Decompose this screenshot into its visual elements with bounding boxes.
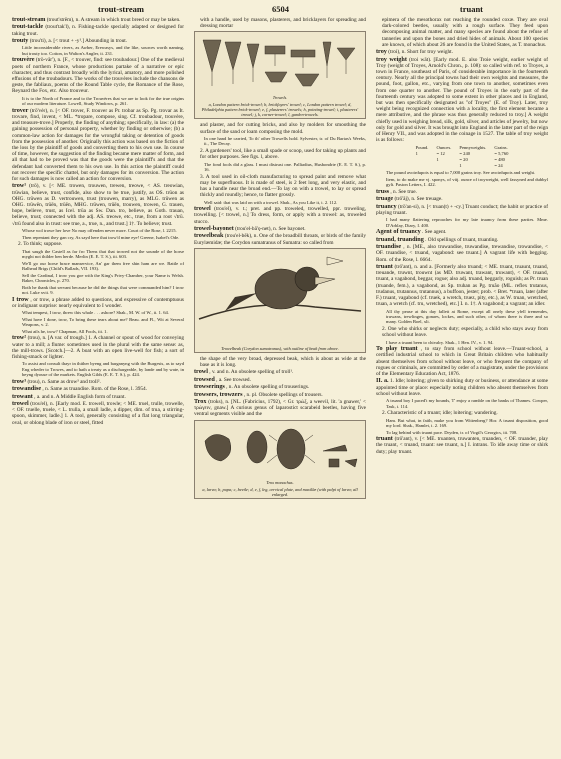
headword: truand, truanding bbox=[376, 235, 424, 243]
table-cell: 1 bbox=[436, 157, 439, 163]
headword: trowelbeak bbox=[194, 232, 224, 240]
dictionary-entry bbox=[194, 377, 366, 383]
table-cell: = 20 bbox=[459, 157, 468, 163]
headword: trouty bbox=[12, 36, 29, 44]
table-cell: Ounces. bbox=[436, 144, 452, 150]
quotation: Both he thank that servant because he did the things that were commanded him? I trow not. Luke xvii. 9. bbox=[22, 284, 184, 295]
dictionary-entry bbox=[12, 38, 184, 44]
headword: trout-tackle bbox=[12, 23, 44, 31]
trowelbeak-figure bbox=[194, 248, 366, 353]
headword: trowel bbox=[12, 399, 29, 407]
quotation: In one hand he carried, To th' other Trowells hold. Sylvester, tr. of Du Bartas's Weeks, ii., The Decay. bbox=[204, 136, 366, 147]
trowels-figure bbox=[194, 31, 366, 119]
running-header bbox=[18, 4, 543, 16]
dictionary-entry bbox=[376, 436, 548, 455]
definition-text: (trou'el-bā'ǫ-net), n. See bayonet. bbox=[233, 225, 306, 232]
quotation: What tempest, I trow, threw this whale . . . ashore? Shak., M. W. of W., ii. 1. 64. bbox=[22, 310, 169, 316]
quotation: Whose wol trowe her love No may offenden never more. Court of the Rose, l. 2215. bbox=[22, 228, 177, 234]
headword: trowsed bbox=[194, 375, 215, 383]
headword: troy weight bbox=[376, 55, 407, 63]
quotation: The pound avoirdupois is equal to 7,000 grains troy. See avoirdupois and weight. bbox=[386, 170, 536, 176]
headword: trowsers, trowzers bbox=[194, 390, 243, 398]
quotation: It is to the North of France and to the Trouvères that we are to look for the true origins of our modern literature. Lowell, Study Windows, p. 261. bbox=[22, 95, 184, 107]
sense-text: 2. Characteristic of a truant; idle; loitering; wandering. bbox=[382, 410, 498, 417]
quotation: A truand boy I paced't my bounds, T' enjoy a ramble on the banks of Thames. Cowper, Task, i. 114. bbox=[386, 398, 548, 409]
headword: troy bbox=[376, 48, 387, 56]
dictionary-entry bbox=[376, 189, 548, 195]
table-cell: = 480 bbox=[494, 157, 505, 163]
column-2 bbox=[194, 17, 366, 753]
quotation: Sell the Cardinal, I trow you goe with the King's Privy-Chamber, your Name is Welsh. Baker, Chronicles, p. 270. bbox=[22, 272, 184, 283]
trowelbeak-illustration bbox=[195, 249, 365, 345]
quotation: Item, to do make me vj. sponys, of viij. ounce of troyweight, well fassyned and dubbyl gylt. Paston Letters, I. 422. bbox=[386, 177, 548, 188]
dictionary-entry bbox=[376, 204, 548, 216]
headword: Agent of truancy bbox=[376, 228, 421, 236]
table-cell: = 5,760 bbox=[494, 150, 509, 156]
definition-text: (trö'ant), n. and a. [Formerly also truand; < ME. truant, truaunt, truand, treuande, truwnt, trouwnt (as MD. truwant, trawant, truwant), < OF. truand, truant, a vagabond, beggar, rogue; also adj. truand, beggarly, roguish; as Pr. truan (truande, fem.), a vagabond, as Sp. truhan as Pg. truão (ML. reflex trutanus, trudanus, trutannus, trutannus), a buffoon, jester; prob. < Bret. *truan, later (after F.) truant, vagabond (cf. truek, a wretch, truez, pity, etc.), as W. truan, wretched, truan, a wretch (cf. tru, wretched), etc.] I. n. 1†. A vagabond; a vagrant; an idler. bbox=[376, 263, 548, 308]
dictionary-entry bbox=[12, 17, 184, 23]
dictionary-entry bbox=[12, 335, 184, 360]
trowels-illustration bbox=[195, 32, 365, 94]
table-cell bbox=[412, 163, 433, 169]
definition-text: (trō'vėr), n. [< OF. trover, F. trouver as Pr. trobar as Sp. Pg. trovar as It. trovare, find, invent, < ML. *tropare, compose, sing. Cf. troubadour, trouvère, and treasure-trove.] Properly, the finding of anything; specifically, in law: (a) the gaining possession of personal property, whether by finding or otherwise; (b) a common-law action for damages for the wrongful taking or detention of goods from the possession of another. Originally this action was based on the fiction of the loss by the plaintiff of goods and converting them to his own use. In course of time, however, the suggestion of the finding became mere matter of form, and all that had to be proved was that the goods were the plaintiff's and that the defendant had converted them to his own use. In this action the plaintiff could not recover the specific chattel, but only damages for its conversion. The action for such damages is now called an action for conversion. bbox=[12, 107, 184, 183]
trox-title: Trox monachus. bbox=[266, 479, 294, 485]
quotation: Little inconsiderable rivers, as Awber, Erewasys, and the like, sources worth naming, but trouty too. Cotton, in Walton's Angler, ii. 231. bbox=[22, 45, 184, 56]
dictionary-entry bbox=[12, 379, 184, 385]
headword: trowel-bayonet bbox=[194, 224, 234, 232]
dictionary-entry bbox=[12, 401, 184, 426]
quotation: Then repentant they gan cry, As sayd here that trow'd mine eye! Greene, Isabel's Ode. bbox=[22, 234, 180, 240]
sense-text: with a handle, used by masons, plasterers, and bricklayers for spreading and dressing mortar bbox=[200, 17, 366, 30]
dictionary-entry bbox=[376, 229, 548, 235]
definition-text: (troi wāt). [Early mod. E. also Troie weight, earlier weight of Troy (weight of Troyes, Arnold's Chron., p. 108): so called with ref. to Troyes, a town in France, southeast of Paris, of considerable importance in the fourteenth century. Nearly all the principal towns had their own weights and measures, the pound, foot, gallon, etc., varying from one town to another, sometimes even from one quarter to another. The pound of Troyes in the early part of the fourteenth century was adopted to some extent in other places and in England, but was then specifically designated as "of Troyes" (E. of Troy). Later, troy weight being recognized connection with a locality, the first element became a mere attributive, and the phrase was thus generally reduced to troy.] A weight chiefly used in weighing bread, silk, gold, silver, and articles of jewelry, but now only for gold and silver. It was brought into England in the latter part of the reign of Henry VII., and was adopted in the coinage in 1527. The table of troy weight is as follows: bbox=[376, 56, 548, 144]
table-cell: Pound. bbox=[415, 144, 429, 150]
table-cell bbox=[432, 163, 455, 169]
definition-text: (trou'el), v. t.; pret. and pp. troweled, trowelled, ppr. troweling, trowelling. [< trowel, n.] To dress, form, or apply with a trowel: as, troweled stucco. bbox=[194, 206, 366, 225]
headword: trowl bbox=[194, 368, 208, 376]
trox-figure bbox=[194, 420, 366, 499]
page-number: 6504 bbox=[272, 4, 289, 14]
column-3 bbox=[376, 17, 548, 753]
headword: truandise bbox=[376, 243, 402, 251]
table-cell: = 12 bbox=[436, 150, 445, 156]
sense-text: 2. A gardeners' tool, like a small spade or scoop, used for taking up plants and for other purposes. See figs. l, above. bbox=[200, 148, 366, 161]
headword: trover bbox=[12, 106, 29, 114]
headword: trowandise bbox=[12, 385, 42, 393]
dictionary-entry bbox=[12, 57, 184, 94]
trowels-caption: a, London pattern brick-trowel; b, brickfayers' trowel; c, London pattern trowel; d, Philadelphia pattern brick-trowel; e, f, plasterers' trowels; h, pointing-trowel; i, plasterers' trowel; j, k, corner-trowel; l, garden-trowels. bbox=[201, 102, 359, 118]
dictionary-entry bbox=[376, 49, 548, 55]
quotation: What have I done, trow, To bring these tears about me? Beau. and Fl., Wit at Several Weapons, v. 2. bbox=[22, 316, 184, 328]
trox-caption: a, larva; b, pupa; c, beetle; d, e, f, leg, cervical plate, and maxillæ (with palpi of larva; all enlarged. bbox=[202, 486, 358, 497]
dictionary-entry bbox=[12, 394, 184, 400]
definition-text: , v. and n. An obsolete spelling of troll¹. bbox=[207, 369, 294, 376]
dictionary-entry bbox=[376, 346, 548, 377]
quotation: What ails he, trow? Chapman, All Fools, iii. 1. bbox=[22, 328, 108, 334]
table-cell: Grains. bbox=[494, 144, 508, 150]
headword: trowel bbox=[194, 205, 211, 213]
sense-text: 2. One who shirks or neglects duty; especially, a child who stays away from school without leave. bbox=[382, 326, 548, 339]
dictionary-entry bbox=[194, 399, 366, 418]
quotation: All thy pease at this day fallett at Rome, except all onely these yfell tremendes, truwans, trewlinges, gonaes, lockes, and such other, of whom there is three and so many. Golden Boel, xli. bbox=[386, 308, 548, 325]
dictionary-entry bbox=[194, 384, 366, 390]
sense-text: the shape of the very broad, depressed beak, which is about as wide at the base as it is long. bbox=[200, 355, 366, 368]
quotation: That saugh the Castell as far fro Thens that that trowed not the sounde of the horse myght not thilder ben herde. Merlin (E. E. T. S.), iii. 603. bbox=[22, 248, 184, 259]
table-cell: Pennyweights. bbox=[459, 144, 487, 150]
headword: truancy bbox=[376, 202, 397, 210]
quotation: To lag behind with truant pace. Dryden, tr. of Virgil's Georgics, iii. 708. bbox=[386, 429, 518, 435]
definition-text: (troi), n. Short for troy weight. bbox=[386, 49, 453, 56]
definition-text: , a. See trowsed. bbox=[214, 376, 251, 383]
definition-text: (trou), n. [A var. of trough.] 1. A channel or spout of wood for conveying water to a mill; a flume: sometimes used in the plural with the same sense: as, the mill-trows. [Scotch.]—2. A boat with an open live-well for fish; a sort of fishing-smack or lighter. bbox=[12, 335, 184, 360]
table-cell: = 24 bbox=[494, 163, 503, 169]
dictionary-entry bbox=[376, 237, 548, 243]
definition-text: (trö'āj), n. See treuage. bbox=[393, 196, 443, 203]
quotation: Ham. But what, in faith, make you from Wittenberg? Hor. A truant disposition, good my lord. Shak., Hamlet, i. 2. 169. bbox=[386, 417, 548, 428]
definition-text: (trö'ant), v. [< ME. truanten, truwanten, truanden, < OF. truander, play the truant, < truand, truant: see truant, n.] I. intrans. To idle away time or shirk duty; play truant. bbox=[376, 436, 548, 455]
definition-text: , n. Same as truandise. Rom. of the Rose, l. 3954. bbox=[41, 386, 148, 393]
dictionary-entry bbox=[12, 386, 184, 392]
quotation: To assist and consult thayr in thither byeng and barganyng with the Burgesis, as to sayd Eng wheder to Trowes, and to hath a treaty as a dischargeable, by lande and by wate, in beyng dyouse of the markets. English Gilds (E. E. T. S.), p. 424. bbox=[22, 361, 184, 378]
headword: truage bbox=[376, 195, 394, 203]
quotation: We'll go our horse brace manservice, An' gar them free shin ham are we. Battle of Balhead Brigs (Child's Ballads, VII. 193). bbox=[22, 260, 184, 271]
headword: truant bbox=[376, 435, 393, 443]
sense-text: 3. A tool used in oil-cloth manufacturing to spread paint and remove what may be superfluous. It is made of steel, is 2 feet long, and very elastic, and has a handle near the broad end.—To lay on with a trowel, to lay or spread thickly and roundly; hence, to flatter grossly. bbox=[200, 173, 366, 199]
headword: trow³ bbox=[12, 377, 27, 385]
definition-text: , to stay from school without leave.—Truant-school, a certified industrial school to which in Great Britain children who habitually absent themselves from school without leave, or who frequent the company of rogues or criminals, are committed by order of a magistrate, under the provisions of the Elementary Education Act, 1876. bbox=[376, 346, 548, 377]
quotation: Well said: that was laid on with a trowel. Shak., As you Like it, i. 2. 112. bbox=[204, 199, 338, 205]
left-guide-word: trout-stream bbox=[98, 4, 144, 14]
dictionary-entry bbox=[12, 108, 184, 182]
trowels-title: Trowels. bbox=[272, 95, 288, 101]
sense-text: epimera of the mesothorax not reaching the rounded coxæ. They are oval dark-colored beetles, usually with a rough surface. They feed upon decomposing animal matter, and many species are found about the refuse of tanneries and upon the bones and dried hides of animals. About 100 species are known, of which about 26 are found in the United States, as T. monachus. bbox=[382, 17, 548, 48]
dictionary-entry bbox=[194, 206, 366, 225]
headword: truant bbox=[376, 262, 393, 270]
definition-text: (trou'ti), a. [< trout + -y¹.] Abounding in trout. bbox=[28, 37, 128, 44]
trox-illustration bbox=[195, 421, 365, 479]
definition-text: (troks), n. [NL. (Fabricius, 1792), < Gr. τρώξ, a weevil, lit. 'a gnawer,' < τρώγειν, gnaw.] A curious genus of laparostict scarabeid beetles, having five ventral segments visible and the bbox=[194, 398, 366, 418]
quotation: I have a truant been to chivalry. Shak., 1 Hen. IV., v. 1. 94. bbox=[386, 339, 494, 345]
headword: trow² bbox=[12, 334, 27, 342]
dictionary-entry bbox=[12, 24, 184, 36]
dictionary-entry bbox=[194, 392, 366, 398]
headword: To play truant bbox=[376, 345, 418, 353]
definition-text: (trō), v. [< ME. trowen, trouwen, trewen, treowe, < AS. treowian, trūwian, believe, trust, confide, also show to be true, justify, as OS. trūon as OHG. trūwen as D. vertrouwen, trust (trouwen, marry), as MLG. trūwen as OHG. trūwēn, trūēn, trūēn, MHG. trūwen, trūēn, trouwen, trowen, G. trauen, hope, believe, trust, as Icel. trūa as Sw. Dan. tro, believe, as Goth. trauan, believe, trust; connected with the adj. AS. treowe, etc., true, from a root √trū. √trū found also in trust: see true, a., true, n., and trust.] 1†. To believe; trust. bbox=[12, 183, 184, 227]
table-cell: = 240 bbox=[459, 150, 471, 156]
dictionary-entry bbox=[194, 369, 366, 375]
definition-text: (trout'tak'l), n. Fishing-tackle specially adapted or designed for taking trout. bbox=[12, 24, 184, 37]
sense-text: and plaster, and for cutting bricks, and also by molders for smoothing the surface of the sand or loam composing the mold. bbox=[200, 122, 366, 135]
troy-weight-table bbox=[412, 145, 513, 170]
definition-text: (trö-vār'), n. [F., < trouver, find: see troubadour.] One of the medieval poets of northern France, whose productions partake of a narrative or epic character, and thus contrast broadly with the lyrical, amatory, and more polished effusions of the troubadours. The works of the trouvères include the chansons de geste, the fabliaux, poems of the Round Table cycle, the Romance of the Rose, Reynard the Fox, etc. Also trouveur. bbox=[12, 57, 184, 95]
dictionary-entry bbox=[12, 183, 184, 226]
quotation: I had many flattering reproaches for my late truancy from these parties. Mme. D'Arblay, Diary, I. 400. bbox=[386, 217, 548, 228]
headword: Trox bbox=[194, 397, 207, 405]
headword: trouvère bbox=[12, 56, 35, 64]
table-cell: 1 bbox=[415, 150, 418, 156]
headword: trout-stream bbox=[12, 17, 46, 23]
sense-text: 2. To think; suppose. bbox=[18, 241, 63, 248]
definition-text: (trout'strēm), n. A stream in which trout breed or may be taken. bbox=[45, 17, 181, 23]
headword: trow¹ bbox=[12, 182, 27, 190]
definition-text: , a. and n. A Middle English form of truant. bbox=[32, 393, 126, 400]
definition-text: . Old spellings of truant, truanting. bbox=[423, 236, 499, 243]
definition-text: , n. An obsolete spelling of trouserings. bbox=[224, 384, 310, 391]
headword: truss bbox=[376, 188, 390, 196]
dictionary-entry bbox=[194, 226, 366, 232]
headword: II. a. bbox=[376, 377, 389, 385]
definition-text: , n. pl. Obsolete spellings of trousers. bbox=[242, 391, 323, 398]
quotation: The fond fools did a glass. I must distrust one. Palliadius, Husbondrie (E. E. T. S.), p. 16. bbox=[204, 161, 366, 172]
definition-text: (trou'el), n. [Early mod. E. trowell, trowle; < ME. truel, trulle, trowelle, < OF. truelle, truele, < L. trulla, a small ladle, a dipper, dim. of trua, a stirring-spoon, skimmer, ladle.] 1. A tool, generally consisting of a flat long triangular, oval, or oblong blade of iron or steel, fitted bbox=[12, 400, 184, 426]
dictionary-entry bbox=[376, 196, 548, 202]
dictionary-entry bbox=[376, 57, 548, 144]
definition-text: (trou), n. Same as drow³ and troll². bbox=[26, 378, 101, 385]
headword: I trow bbox=[12, 295, 29, 303]
definition-text: (trou'el-bēk), n. One of the broadbill throats, or birds of the family Eurylæmidæ; the Corydon sumatranus of Sumatra: so called from bbox=[194, 233, 366, 246]
definition-text: . See agent. bbox=[420, 229, 447, 236]
definition-text: , n. [ME., also truwandise, truwandise, trewandise, trowandise, < OF. truandise, < truand, vagabond: see truant.] A vagrant life with begging. Rom. of the Rose, l. 6664. bbox=[376, 244, 548, 263]
table-cell: 1 bbox=[459, 163, 462, 169]
dictionary-entry bbox=[194, 233, 366, 245]
dictionary-entry bbox=[12, 297, 184, 309]
headword: trowant bbox=[12, 392, 33, 400]
trowelbeak-caption: Trowelbeak (Corydon sumatranus), with outline of beak from above. bbox=[221, 345, 339, 351]
definition-text: , n. See true. bbox=[389, 189, 417, 196]
definition-text: (trö'an-si), n. [< truan(t) + -cy.] Truant conduct; the habit or practice of playing truant. bbox=[376, 203, 548, 217]
headword: trowserings bbox=[194, 383, 225, 391]
dictionary-entry bbox=[376, 378, 548, 397]
dictionary-entry bbox=[376, 244, 548, 263]
column-1 bbox=[12, 17, 184, 753]
definition-text: , or trow, a phrase added to questions, and expressive of contemptuous or indignant surprise: nearly equivalent to I wonder. bbox=[12, 296, 184, 309]
right-guide-word: truant bbox=[459, 4, 483, 14]
dictionary-entry bbox=[376, 264, 548, 307]
definition-text: 1. Idle; loitering; given to shirking duty or business, or attendance at some appointed time or place: especially noting children who absent themselves from school without leave. bbox=[376, 378, 548, 397]
